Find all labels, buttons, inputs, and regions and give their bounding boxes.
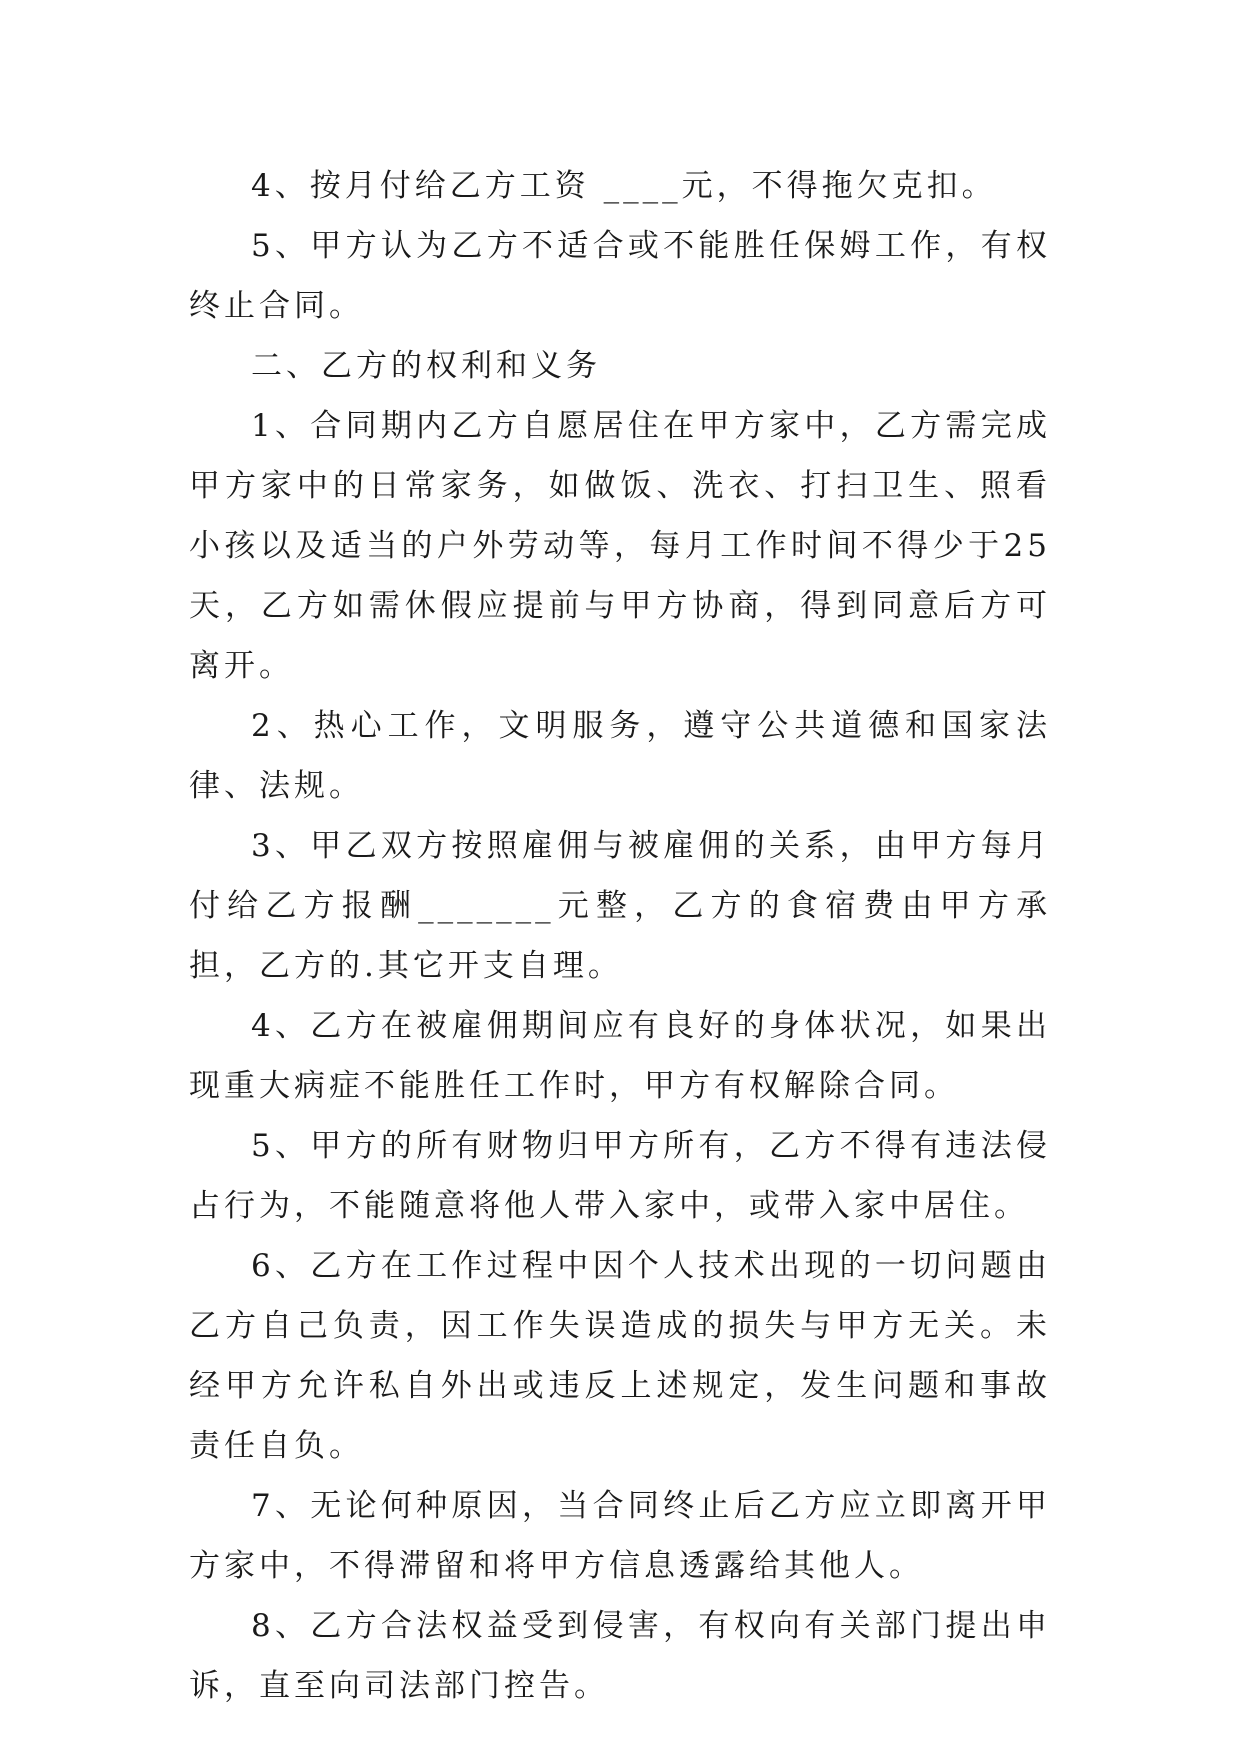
clause-paragraph: 2、热心工作，文明服务，遵守公共道德和国家法律、法规。 [189, 708, 1051, 804]
clause-paragraph: 4、按月付给乙方工资 ____元，不得拖欠克扣。 [251, 168, 997, 204]
clause-paragraph: 1、合同期内乙方自愿居住在甲方家中，乙方需完成甲方家中的日常家务，如做饭、洗衣、打扫卫生、照看小孩以及适当的户外劳动等，每月工作时间不得少于25天，乙方如需休假应提前与甲方协商，得到同意后方可离开。 [189, 408, 1051, 684]
clause-paragraph: 6、乙方在工作过程中因个人技术出现的一切问题由乙方自己负责，因工作失误造成的损失与甲方无关。未经甲方允许私自外出或违反上述规定，发生问题和事故责任自负。 [189, 1248, 1051, 1464]
clause-paragraph: 3、甲乙双方按照雇佣与被雇佣的关系，由甲方每月付给乙方报酬_______元整，乙方的食宿费由甲方承担，乙方的.其它开支自理。 [189, 828, 1051, 984]
clause-paragraph: 4、乙方在被雇佣期间应有良好的身体状况，如果出现重大病症不能胜任工作时，甲方有权解除合同。 [189, 1008, 1051, 1104]
clause-paragraph: 7、无论何种原因，当合同终止后乙方应立即离开甲方家中，不得滞留和将甲方信息透露给其他人。 [189, 1488, 1051, 1584]
document-body [189, 156, 1051, 1716]
section-heading: 二、乙方的权利和义务 [251, 348, 601, 384]
clause-paragraph: 8、乙方合法权益受到侵害，有权向有关部门提出申诉，直至向司法部门控告。 [189, 1608, 1051, 1704]
clause-paragraph: 5、甲方认为乙方不适合或不能胜任保姆工作，有权终止合同。 [189, 228, 1051, 324]
clause-paragraph: 5、甲方的所有财物归甲方所有，乙方不得有违法侵占行为，不能随意将他人带入家中，或带入家中居住。 [189, 1128, 1051, 1224]
